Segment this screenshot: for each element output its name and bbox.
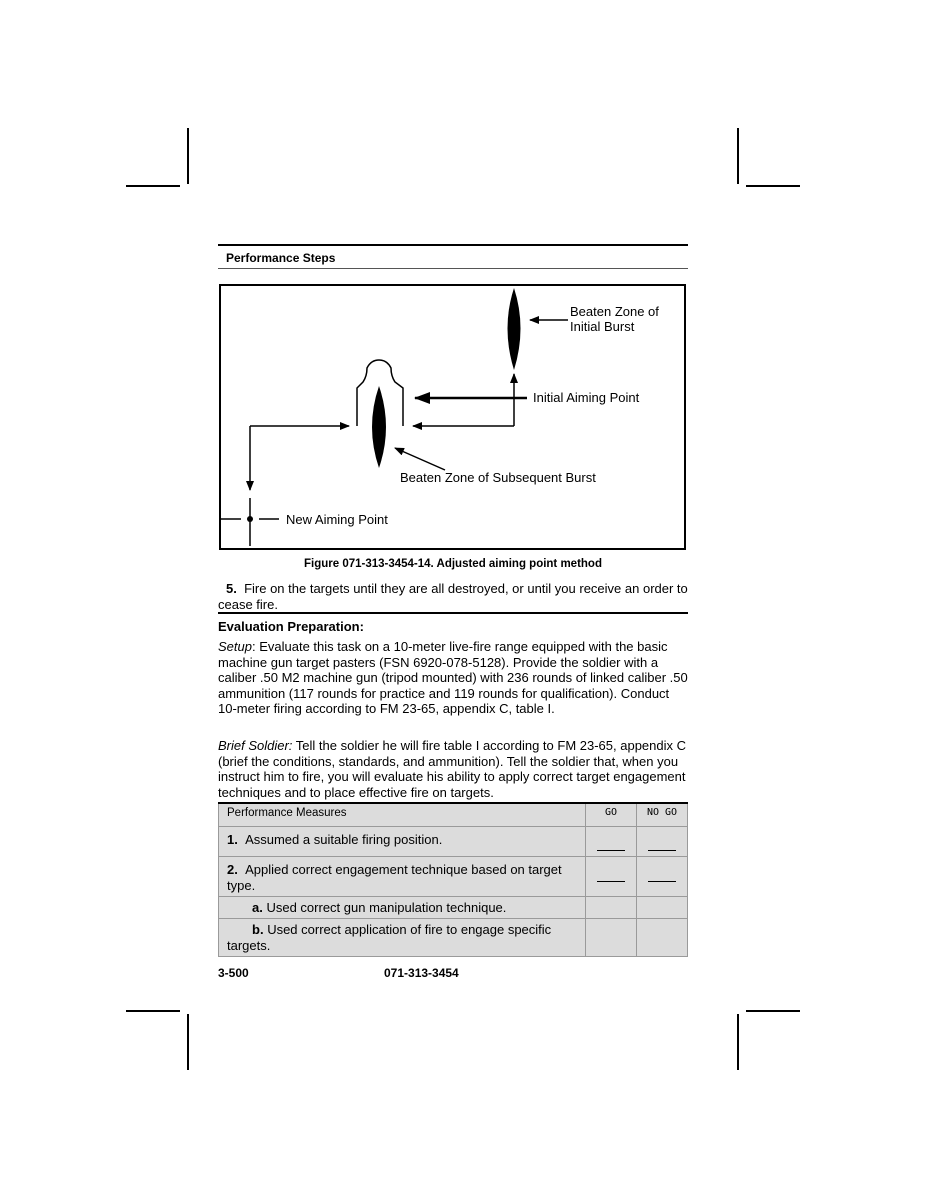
brief-text: Tell the soldier he will fire table I according to FM 23-65, appendix C (brief the conditions, standards, and ammunition). Tell the soldier that, when you instruct him to fire, you will evaluate his ability to apply correct target engagement techniques and to place effective fire on targets. xyxy=(218,738,686,800)
label-beaten-zone-initial-1: Beaten Zone of xyxy=(570,304,659,319)
setup-text: : Evaluate this task on a 10-meter live-fire range equipped with the basic machine gun target pasters (FSN 6920-078-5128). Provide the soldier with a caliber .50 M2 machine gun (tripod mounted) with 236 rounds of linked caliber .50 ammunition (117 rounds for practice and 119 rounds for qualification). Conduct 10-meter firing according to FM 23-65, appendix C, table I. xyxy=(218,639,688,716)
measure-letter: b. xyxy=(252,922,264,937)
label-beaten-zone-subsequent: Beaten Zone of Subsequent Burst xyxy=(400,470,596,485)
crop-mark xyxy=(746,1010,800,1012)
measure-text: Used correct application of fire to engage specific targets. xyxy=(227,922,552,953)
label-initial-aiming-point: Initial Aiming Point xyxy=(533,390,640,405)
header-bottom-rule xyxy=(218,268,688,269)
arrow-to-subsequent-zone xyxy=(395,448,445,470)
table-row xyxy=(219,897,688,919)
go-blank[interactable] xyxy=(586,827,637,857)
setup-label: Setup xyxy=(218,639,252,654)
header-top-rule xyxy=(218,244,688,246)
measure-text: Used correct gun manipulation technique. xyxy=(266,900,507,915)
nogo-header: NO GO xyxy=(637,804,688,827)
page-number: 3-500 xyxy=(218,966,249,980)
table-row xyxy=(219,827,688,857)
crop-mark xyxy=(746,185,800,187)
go-blank[interactable] xyxy=(586,857,637,897)
performance-measures-table xyxy=(218,803,688,957)
crop-mark xyxy=(187,128,189,184)
measures-header: Performance Measures xyxy=(219,804,586,827)
task-number: 071-313-3454 xyxy=(384,966,459,980)
step-5 xyxy=(218,581,690,612)
figure-caption: Figure 071-313-3454-14. Adjusted aiming point method xyxy=(303,558,602,570)
brief-paragraph xyxy=(218,738,690,800)
nogo-blank[interactable] xyxy=(637,827,688,857)
table-row xyxy=(219,919,688,957)
table-header-row xyxy=(219,804,688,827)
crop-mark xyxy=(126,1010,180,1012)
crop-mark xyxy=(187,1014,189,1070)
table-top-rule xyxy=(218,802,688,804)
beaten-zone-initial-ellipse xyxy=(508,288,521,370)
step-bottom-rule xyxy=(218,612,688,614)
measure-text: Assumed a suitable firing position. xyxy=(245,832,443,847)
brief-label: Brief Soldier: xyxy=(218,738,293,753)
table-row xyxy=(219,857,688,897)
crop-mark xyxy=(126,185,180,187)
evaluation-heading: Evaluation Preparation: xyxy=(218,619,364,634)
crop-mark xyxy=(737,128,739,184)
measure-number: 1. xyxy=(227,832,238,847)
label-beaten-zone-initial-2: Initial Burst xyxy=(570,319,635,334)
setup-paragraph xyxy=(218,639,690,717)
label-new-aiming-point: New Aiming Point xyxy=(286,512,388,527)
measure-letter: a. xyxy=(252,900,263,915)
step-number: 5. xyxy=(226,581,237,596)
figure-frame xyxy=(219,284,686,550)
nogo-blank[interactable] xyxy=(637,857,688,897)
section-title: Performance Steps xyxy=(226,251,336,265)
beaten-zone-subsequent-ellipse xyxy=(372,386,386,468)
aiming-diagram xyxy=(221,286,684,548)
crop-mark xyxy=(737,1014,739,1070)
new-aiming-point-dot xyxy=(247,516,253,522)
go-header: GO xyxy=(586,804,637,827)
measure-number: 2. xyxy=(227,862,238,877)
step-text: Fire on the targets until they are all destroyed, or until you receive an order to cease fire. xyxy=(218,581,688,612)
measure-text: Applied correct engagement technique based on target type. xyxy=(227,862,562,893)
